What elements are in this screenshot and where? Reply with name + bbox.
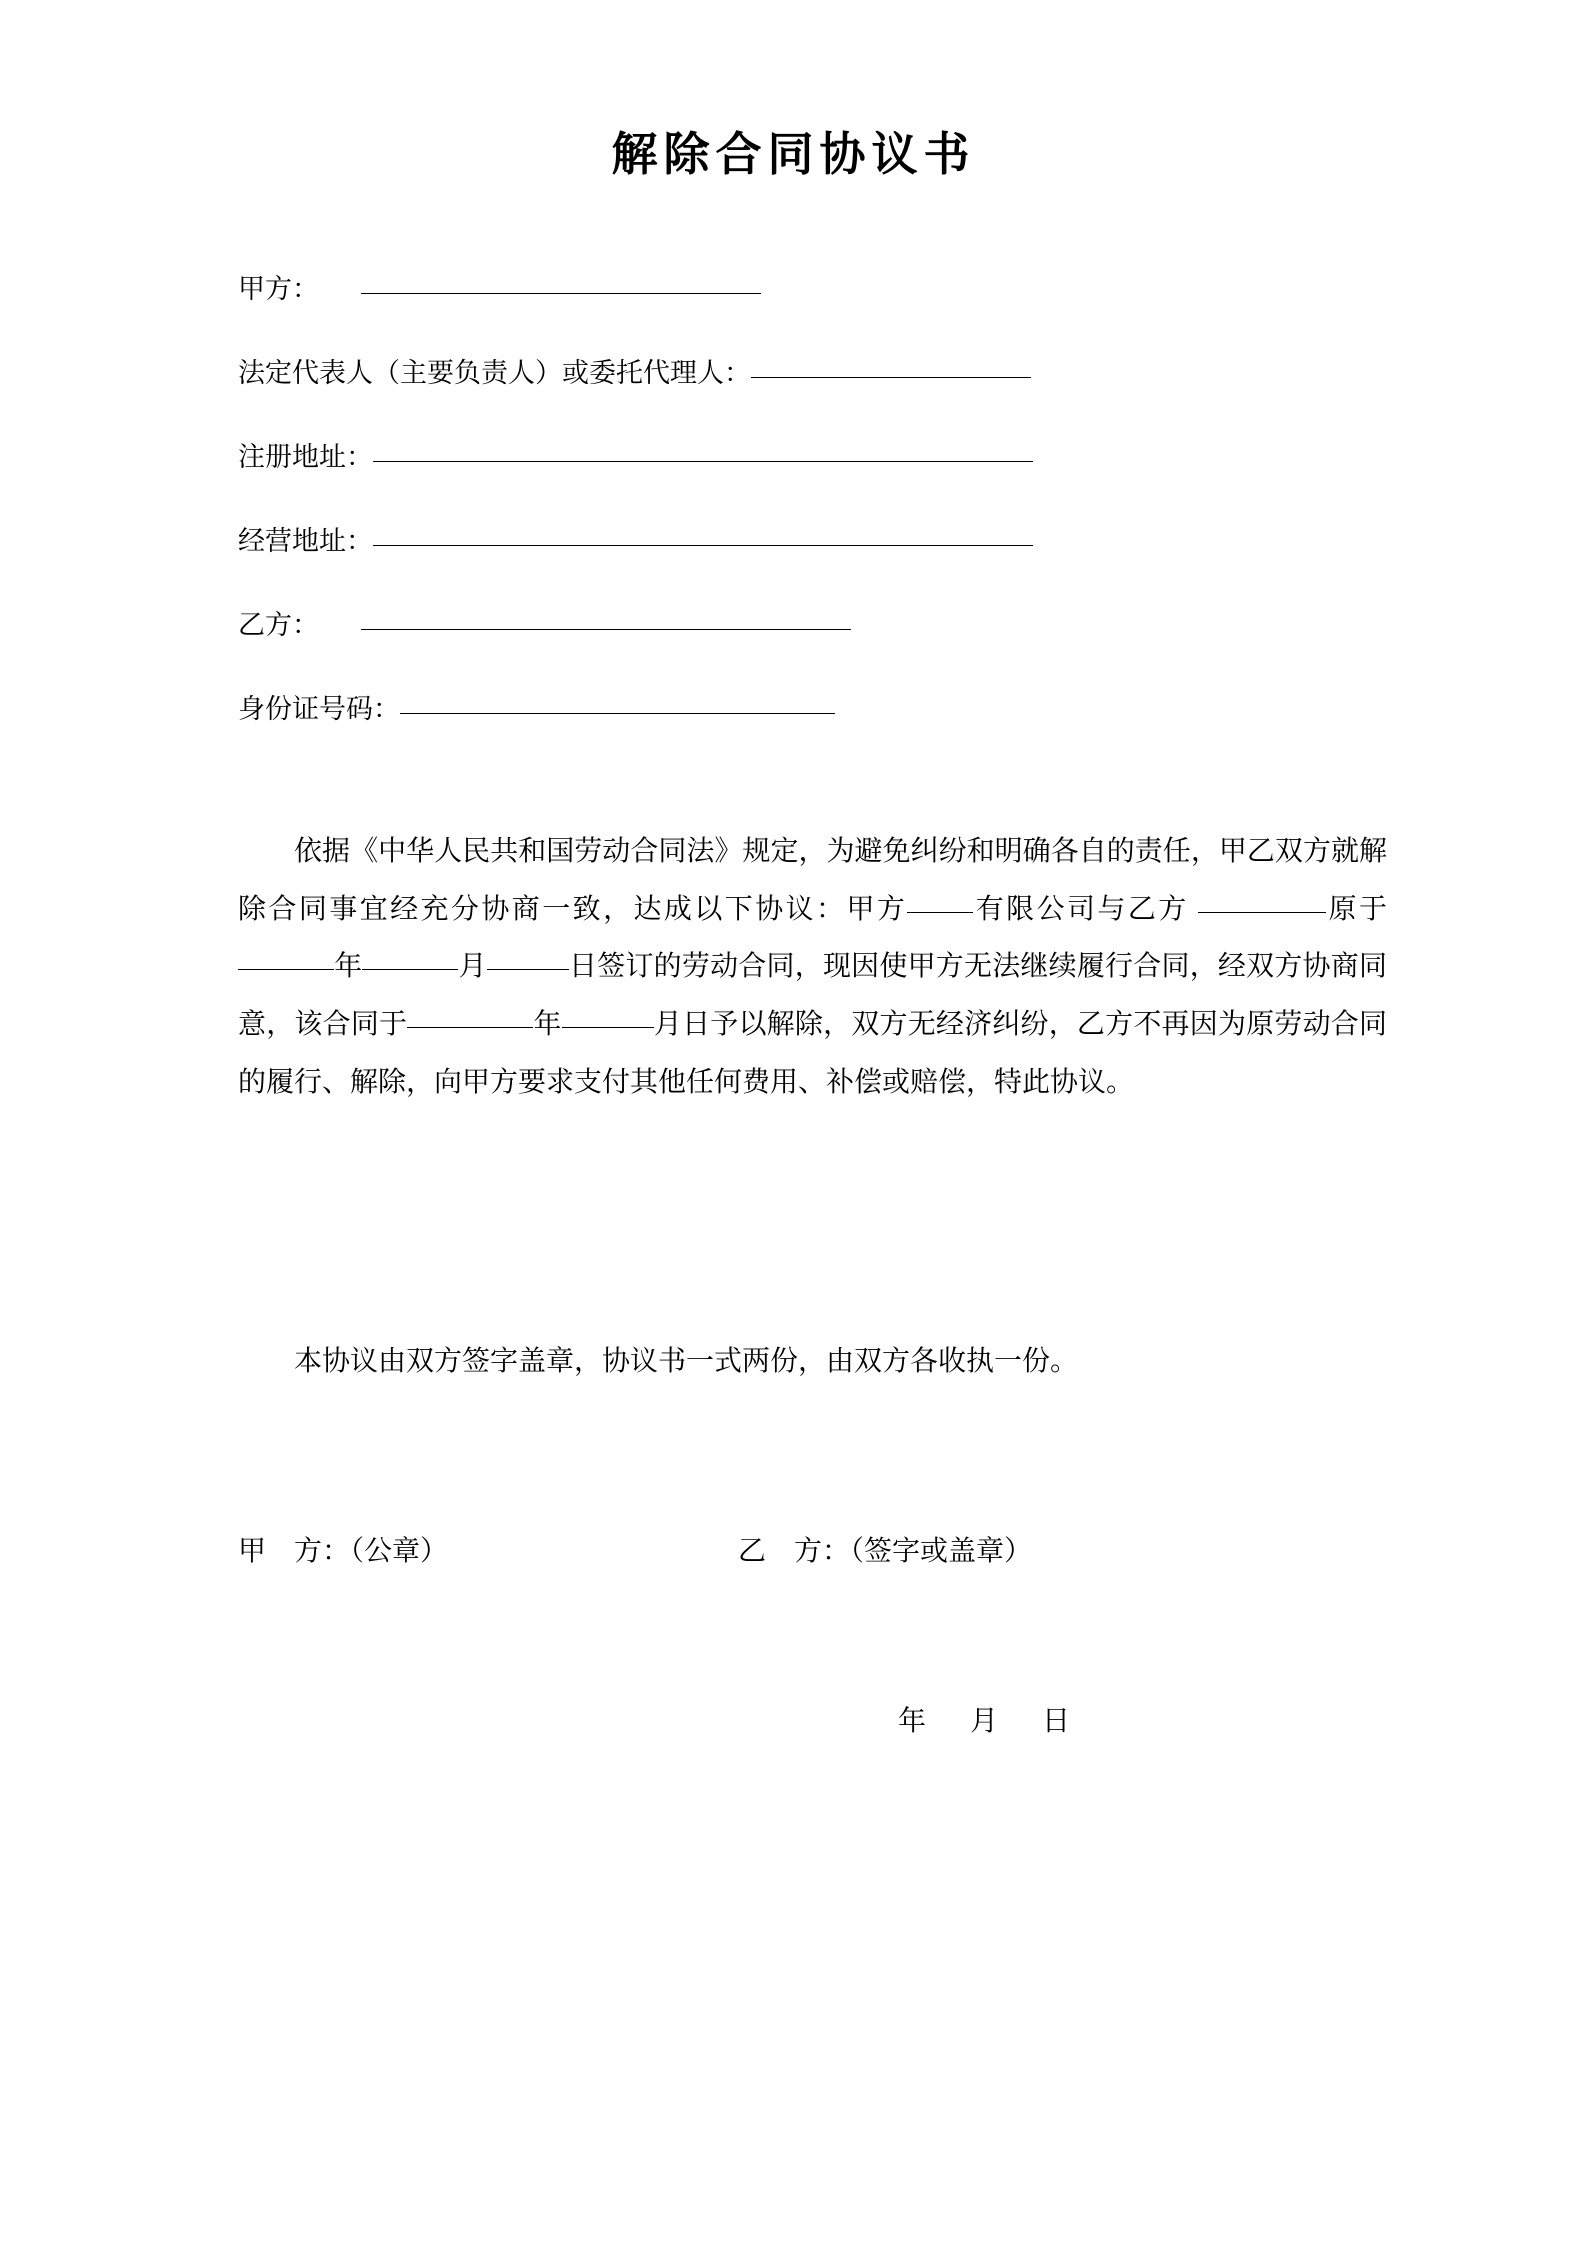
- field-blank-business-address[interactable]: [373, 544, 1033, 546]
- field-row-party-a: [238, 276, 1387, 303]
- date-label-year: 年: [898, 1706, 927, 1738]
- field-row-id-number: [238, 696, 1387, 723]
- blank-party-b-name[interactable]: [1198, 911, 1326, 913]
- closing-paragraph-text: 本协议由双方签字盖章，协议书一式两份，由双方各收执一份。: [294, 1346, 1079, 1378]
- closing-paragraph: [238, 1333, 1387, 1391]
- main-paragraph-text-6: 日签订的劳动合同，现因使甲方无法继续履行合同，经双方协商同意，该合同于: [238, 951, 1387, 1041]
- blank-terminate-year[interactable]: [407, 1026, 533, 1028]
- field-blank-party-b[interactable]: [361, 628, 851, 630]
- field-label-registered-address: 注册地址：: [238, 442, 373, 472]
- signature-party-a: 甲 方：（公章）: [238, 1536, 449, 1568]
- field-row-party-b: [238, 612, 1387, 639]
- field-blank-legal-representative[interactable]: [751, 376, 1031, 378]
- signature-party-b: 乙 方：（签字或盖章）: [738, 1536, 1033, 1568]
- main-paragraph-text-8: 月日予以解除，双方无经济纠纷，乙方不再因为原劳动合同的履行、解除，向甲方要求支付其他任何费用、补偿或赔偿，特此协议。: [238, 1009, 1387, 1098]
- field-label-id-number: 身份证号码：: [238, 694, 400, 724]
- field-label-legal-representative: 法定代表人（主要负责人）或委托代理人：: [238, 358, 751, 388]
- signature-row: [0, 1529, 1587, 1569]
- main-paragraph-text-4: 年: [334, 951, 363, 983]
- field-row-business-address: [238, 528, 1387, 555]
- field-blank-registered-address[interactable]: [373, 460, 1033, 462]
- page-title: 解除合同协议书: [611, 129, 976, 180]
- field-label-party-b: 乙方：: [238, 610, 319, 640]
- blank-terminate-month[interactable]: [562, 1026, 654, 1028]
- date-label-month: 月: [970, 1706, 999, 1738]
- field-label-party-a: 甲方：: [238, 274, 319, 304]
- field-blank-party-a[interactable]: [361, 292, 761, 294]
- main-paragraph-text-1: 依据《中华人民共和国劳动合同法》规定，为避免纠纷和明确各自的责任，甲乙双方就解除合同事宜经充分协商一致，达成以下协议：甲方: [238, 836, 1387, 925]
- field-label-business-address: 经营地址：: [238, 526, 373, 556]
- blank-sign-day[interactable]: [487, 968, 569, 970]
- blank-sign-month[interactable]: [362, 968, 458, 970]
- date-label-day: 日: [1042, 1706, 1071, 1738]
- blank-company-name[interactable]: [907, 911, 973, 913]
- date-line-spacer: [238, 1699, 898, 1739]
- date-line: [0, 1699, 1587, 1739]
- main-paragraph: [238, 823, 1387, 1111]
- field-row-legal-representative: [238, 360, 1387, 387]
- field-row-registered-address: [238, 444, 1387, 471]
- main-paragraph-text-5: 月: [458, 951, 487, 983]
- field-blank-id-number[interactable]: [400, 712, 835, 714]
- blank-sign-year[interactable]: [238, 968, 334, 970]
- main-paragraph-text-7: 年: [533, 1009, 562, 1041]
- main-paragraph-text-2: 有限公司与乙方: [973, 893, 1199, 925]
- party-fields-block: [0, 276, 1587, 1391]
- main-paragraph-text-3: 原于: [1326, 893, 1387, 925]
